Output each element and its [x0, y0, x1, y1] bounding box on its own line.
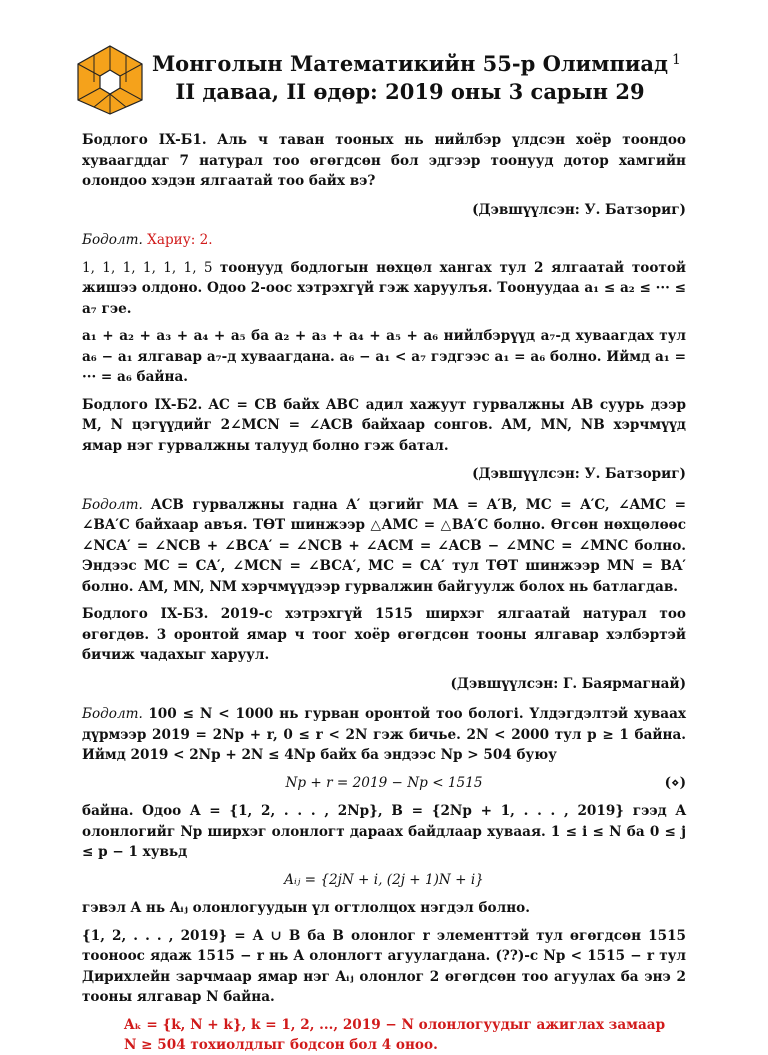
title-line-1: Монголын Математикийн 55-р Олимпиад — [151, 51, 669, 76]
solution-2-text: ACB гурвалжны гадна A′ цэгийг MA = A′B, MC = A′C, ∠AMC = ∠BA′C байхаар авъя. ТӨТ шинжээр △AMC = △BA′C болно. Өгсөн нөхцөлөөс ∠NCA′ = ∠NCB + ∠BCA′ = ∠NCB + ∠ACM = ∠ACB − ∠MNC = ∠MNC болно. Эндээс MC = CA′, ∠MCN = ∠BCA′, MC = CA′ тул ТӨТ шинжээр MN = BA′ болно. AM, MN, NM хэрчмүүдээр гурвалжин байгуулж болох нь батлагдав. — [82, 496, 686, 595]
problem-1-author: (Дэвшүүлсэн: У. Батзориг) — [472, 201, 686, 218]
problem-2-label: Бодлого IX-Б2. — [82, 396, 203, 413]
solution-1-text-1: тоонууд бодлогын нөхцөл хангах тул 2 ялгаатай тоотой жишээ олдоно. Одоо 2-оос хэтрэхгүй гэж харуулъя. Тоонуудаа a₁ ≤ a₂ ≤ ··· ≤ a₇ гэе. — [82, 259, 686, 317]
main-content — [82, 130, 686, 1055]
title-line-2: II даваа, II өдөр: 2019 оны 3 сарын 29 — [175, 79, 645, 104]
equation-1-tag: (⋄) — [664, 774, 686, 791]
grading-note-line-2: N ≥ 504 тохиолдлыг бодсон бол 4 оноо. — [124, 1036, 438, 1053]
problem-3-author: (Дэвшүүлсэн: Г. Баярмагнай) — [450, 675, 686, 692]
grading-note-line-1: Aₖ = {k, N + k}, k = 1, 2, ..., 2019 − N олонлогуудыг ажиглах замаар — [124, 1016, 666, 1033]
equation-diamond — [82, 773, 686, 794]
equation-1: Np + r = 2019 − Np < 1515 — [285, 774, 483, 791]
problem-1 — [82, 130, 686, 192]
equation-2: Aᵢⱼ = {2jN + i, (2j + 1)N + i} — [284, 871, 484, 888]
solution-1-answer: Хариу: 2. — [147, 232, 213, 248]
grading-note — [82, 1015, 686, 1055]
solution-3-paragraph-1 — [82, 704, 686, 766]
solution-1-paragraph-2: a₁ + a₂ + a₃ + a₄ + a₅ ба a₂ + a₃ + a₄ + a₅ + a₆ нийлбэрүүд a₇-д хуваагдах тул a₆ − a₁ ялгавар a₇-д хуваагдана. a₆ − a₁ < a₇ гэдгээс a₁ = a₆ болно. Иймд a₁ = ··· = a₆ байна. — [82, 328, 686, 385]
solution-3-paragraph-2: байна. Одоо A = {1, 2, . . . , 2Np}, B = {2Np + 1, . . . , 2019} гээд A олонлогийг Np ширхэг олонлогт дараах байдлаар хуваая. 1 ≤ i ≤ N ба 0 ≤ j ≤ p − 1 хувьд — [82, 803, 686, 860]
equation-2-block — [82, 870, 686, 891]
solution-1-label: Бодолт. — [82, 232, 143, 248]
problem-1-text: Аль ч таван тооных нь нийлбэр үлдсэн хоёр тоондоо хуваагддаг 7 натурал тоо өгөгдсөн бол эдгээр тоонууд дотор хамгийн олондоо хэдэн ялгаатай тоо байх вэ? — [82, 132, 686, 189]
solution-3-paragraph-3: гэвэл A нь Aᵢⱼ олонлогуудын үл огтлолцох нэгдэл болно. — [82, 900, 530, 916]
solution-3-text-1: 100 ≤ N < 1000 нь гурван оронтой тоо бологі. Үлдэгдэлтэй хуваах дүрмээр 2019 = 2Np + r, 0 ≤ r < 2N гэж бичье. 2N < 2000 тул p ≥ 1 байна. Иймд 2019 < 2Np + 2N ≤ 4Np байх ба эндээс Np > 504 буюу — [82, 706, 686, 763]
solution-1-example: 1, 1, 1, 1, 1, 1, 5 — [82, 259, 213, 276]
problem-3-label: Бодлого IX-Б3. — [82, 606, 209, 622]
solution-3-label: Бодолт. — [82, 706, 143, 722]
problem-2-text: AC = CB байх ABC адил хажуут гурвалжны AB суурь дээр M, N цэгүүдийг 2∠MCN = ∠ACB байхаар сонгов. AM, MN, NB хэрчмүүд ямар нэг гурвалжны талууд болно гэж батал. — [82, 396, 686, 454]
solution-1-header — [82, 230, 686, 251]
problem-3-text: 2019-с хэтрэхгүй 1515 ширхэг ялгаатай натурал тоо өгөгдөв. 3 оронтой ямар ч тоог хоёр өгөгдсөн тооны ялгавар хэлбэртэй бичиж чадахыг харуул. — [82, 606, 686, 663]
solution-2 — [82, 495, 686, 598]
solution-3-paragraph-4: {1, 2, . . . , 2019} = A ∪ B ба B олонлог r элементтэй тул өгөгдсөн 1515 тооноос ядаж 1515 − r нь A олонлогт агуулагдана. (??)-с Np < 1515 − r тул Дирихлейн зарчмаар ямар нэг Aᵢⱼ олонлог 2 өгөгдсөн тоо агуулах ба энэ 2 тооны ялгавар N байна. — [82, 927, 686, 1005]
solution-1-paragraph-1 — [82, 258, 686, 320]
solution-2-label: Бодолт. — [82, 496, 143, 513]
problem-2-author: (Дэвшүүлсэн: У. Батзориг) — [472, 466, 686, 482]
page-title — [150, 50, 670, 106]
problem-3 — [82, 604, 686, 666]
olympiad-logo-icon — [72, 42, 148, 118]
page-number: 1 — [672, 52, 681, 68]
problem-1-label: Бодлого IX-Б1. — [82, 132, 207, 148]
problem-2 — [82, 395, 686, 457]
